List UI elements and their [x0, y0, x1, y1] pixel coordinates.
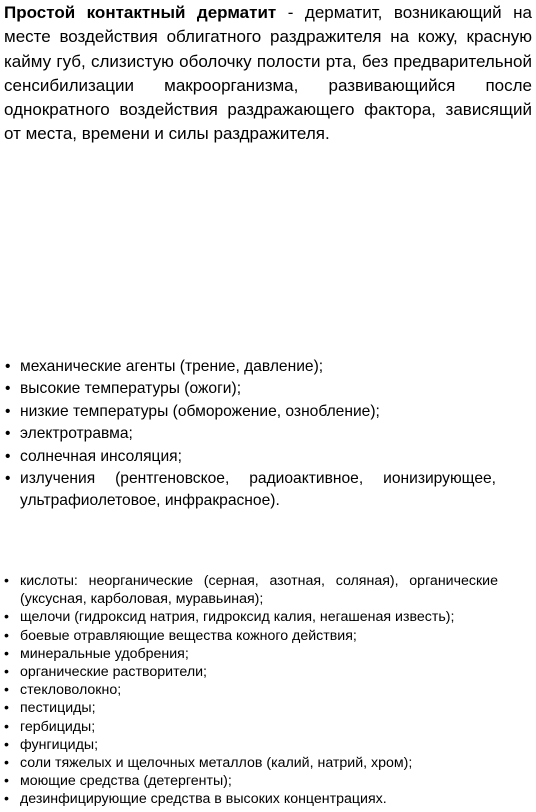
bullet-icon: • — [4, 682, 9, 699]
list-item — [0, 627, 498, 645]
chemical-factors-list — [0, 572, 498, 809]
bullet-icon: • — [4, 773, 9, 790]
definition-paragraph — [4, 1, 532, 147]
bullet-icon: • — [5, 425, 11, 443]
list-item — [0, 468, 496, 513]
bullet-icon: • — [4, 736, 9, 753]
list-item-text: высокие температуры (ожоги); — [20, 380, 242, 398]
bullet-icon: • — [5, 470, 11, 488]
list-item-text: боевые отравляющие вещества кожного действия; — [20, 627, 357, 644]
list-item — [0, 718, 498, 736]
list-item — [0, 356, 496, 378]
definition-term: Простой контактный дерматит — [4, 3, 277, 22]
list-item-text: стекловолокно; — [20, 682, 122, 699]
list-item-text: кислоты: неорганические (серная, азотная, соляная), органические (уксусная, карболовая, муравьиная); — [20, 573, 498, 608]
list-item-text: соли тяжелых и щелочных металлов (калий, натрий, хром); — [20, 755, 413, 772]
list-item-text: щелочи (гидроксид натрия, гидроксид калия, негашеная известь); — [20, 609, 455, 626]
list-item — [0, 423, 496, 445]
bullet-icon: • — [5, 402, 11, 420]
list-item — [0, 681, 498, 699]
list-item — [0, 378, 496, 400]
list-item-text: фунгициды; — [20, 736, 99, 753]
bullet-icon: • — [4, 627, 9, 644]
list-item — [0, 608, 498, 626]
list-item — [0, 754, 498, 772]
list-item — [0, 699, 498, 717]
bullet-icon: • — [4, 755, 9, 772]
bullet-icon: • — [4, 700, 9, 717]
bullet-icon: • — [4, 718, 9, 735]
list-item — [0, 446, 496, 468]
bullet-icon: • — [4, 791, 9, 808]
bullet-icon: • — [4, 573, 9, 589]
list-item-text: органические растворители; — [20, 664, 207, 681]
bullet-icon: • — [5, 447, 11, 465]
list-item — [0, 663, 498, 681]
list-item-text: излучения (рентгеновское, радиоактивное, ионизирующее, ультрафиолетовое, инфракрасное). — [20, 470, 496, 510]
list-item-text: гербициды; — [20, 718, 96, 735]
list-item-text: минеральные удобрения; — [20, 645, 189, 662]
list-item-text: низкие температуры (обморожение, ознобление); — [20, 402, 380, 420]
list-item-text: дезинфицирующие средства в высоких концентрациях. — [20, 791, 387, 808]
bullet-icon: • — [4, 664, 9, 681]
list-item-text: механические агенты (трение, давление); — [20, 358, 324, 375]
definition-text: - дерматит, возникающий на месте воздействия облигатного раздражителя на кожу, красную кайму губ, слизистую оболочку полости рта, без предварительной сенсибилизации макроорганизма, развивающийся после однократного воздействия раздражающего фактора, зависящий от места, времени и силы раздражителя. — [4, 3, 533, 144]
list-item — [0, 790, 498, 808]
list-item-text: моющие средства (детергенты); — [20, 773, 232, 790]
list-item-text: солнечная инсоляция; — [20, 447, 182, 465]
bullet-icon: • — [4, 645, 9, 662]
bullet-icon: • — [5, 380, 11, 398]
list-item — [0, 772, 498, 790]
list-item — [0, 401, 496, 423]
list-item — [0, 736, 498, 754]
list-item-text: электротравма; — [20, 425, 133, 443]
physical-factors-list — [0, 356, 496, 513]
list-item — [0, 645, 498, 663]
bullet-icon: • — [4, 609, 9, 626]
list-item — [0, 572, 498, 608]
bullet-icon: • — [5, 358, 11, 375]
list-item-text: пестициды; — [20, 700, 96, 717]
